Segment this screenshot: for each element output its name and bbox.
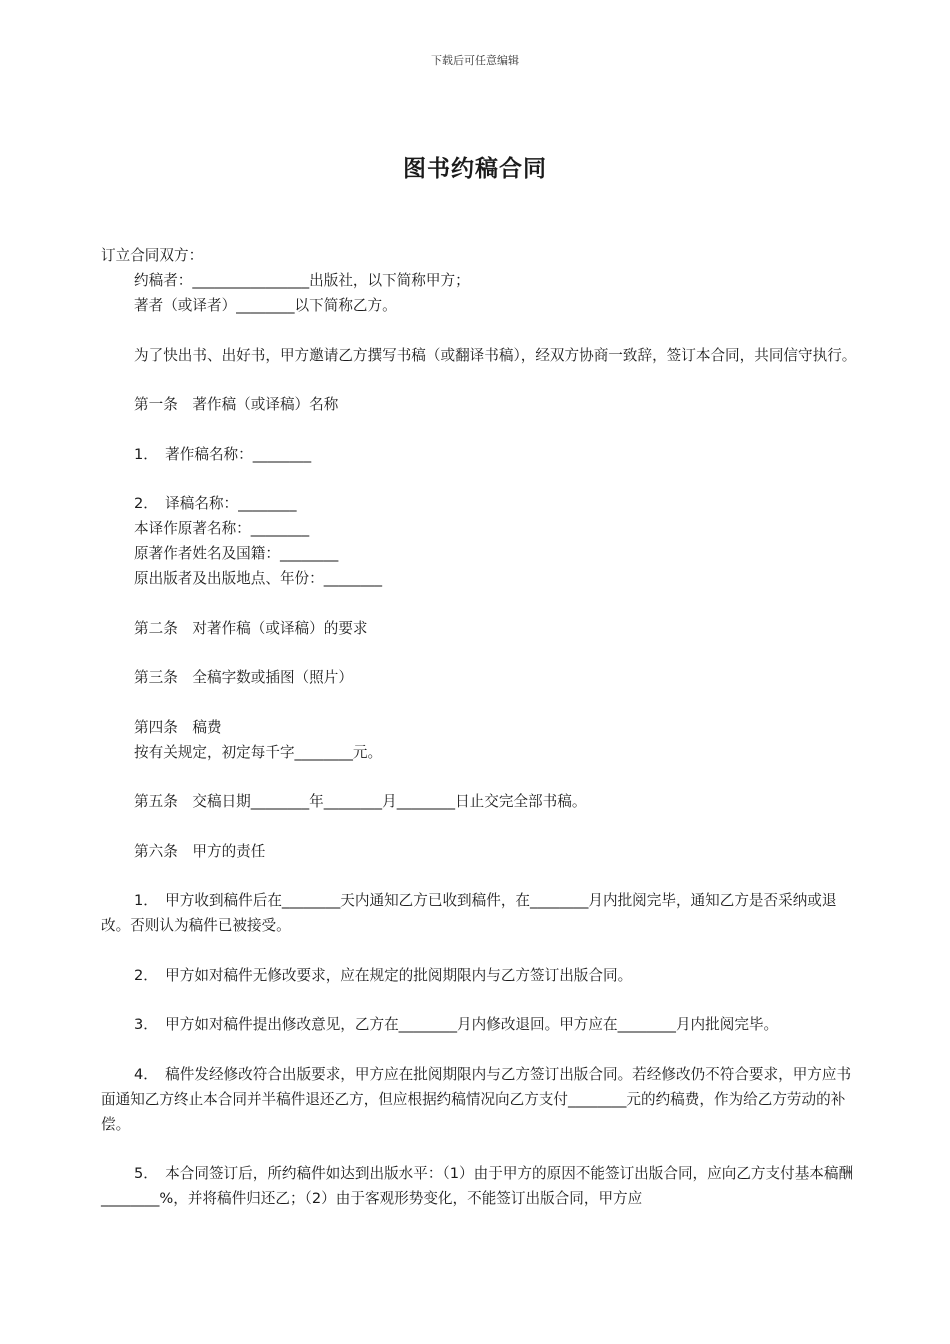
original-publisher-line: 原出版者及出版地点、年份：________: [134, 570, 383, 587]
article-4-heading: 第四条 稿费: [134, 718, 222, 736]
article-6-item-3: 3． 甲方如对稿件提出修改意见，乙方在________月内修改退回。甲方应在________月内批阅完毕。: [134, 1016, 779, 1033]
article-4-fee-line: 按有关规定，初定每千字________元。: [134, 743, 383, 761]
party-a-line: 约稿者：________________出版社，以下简称甲方；: [134, 272, 470, 289]
article-1-item-2: 2． 译稿名称：________: [134, 495, 297, 512]
article-6-item-5: 5． 本合同签订后，所约稿件如达到出版水平：（1）由于甲方的原因不能签订出版合同，应向乙方支付基本稿酬________%，并将稿件归还乙；（2）由于客观形势变化，不能签订出版合同，甲方应: [101, 1165, 854, 1207]
article-3-heading: 第三条 全稿字数或插图（照片）: [134, 669, 353, 686]
article-6-item-1: 1． 甲方收到稿件后在________天内通知乙方已收到稿件，在________月内批阅完毕，通知乙方是否采纳或退改。否则认为稿件已被接受。: [101, 892, 837, 934]
article-1-heading: 第一条 著作稿（或译稿）名称: [134, 396, 339, 413]
article-6-item-4: 4． 稿件发经修改符合出版要求，甲方应在批阅期限内与乙方签订出版合同。若经修改仍不符合要求，甲方应书面通知乙方终止本合同并半稿件退还乙方，但应根据约稿情况向乙方支付________元的约稿费，作为给乙方劳动的补偿。: [101, 1065, 852, 1133]
preamble-paragraph: 为了快出书、出好书，甲方邀请乙方撰写书稿（或翻译书稿），经双方协商一致辞，签订本合同，共同信守执行。: [134, 346, 857, 364]
parties-heading: 订立合同双方：: [101, 247, 204, 264]
original-title-line: 本译作原著名称：________: [134, 520, 310, 537]
contract-body: [101, 243, 861, 1211]
article-2-heading: 第二条 对著作稿（或译稿）的要求: [134, 619, 368, 637]
party-b-line: 著者（或译者）________以下简称乙方。: [134, 297, 397, 314]
article-6-item-2: 2． 甲方如对稿件无修改要求，应在规定的批阅期限内与乙方签订出版合同。: [134, 966, 633, 984]
article-5-line: 第五条 交稿日期________年________月________日止交完全部书稿。: [134, 793, 587, 810]
article-1-item-1: 1． 著作稿名称：________: [134, 445, 312, 463]
original-author-line: 原著作者姓名及国籍：________: [134, 545, 339, 562]
header-note: 下载后可任意编辑: [431, 54, 519, 67]
document-title: 图书约稿合同: [403, 156, 547, 182]
article-6-heading: 第六条 甲方的责任: [134, 842, 266, 860]
